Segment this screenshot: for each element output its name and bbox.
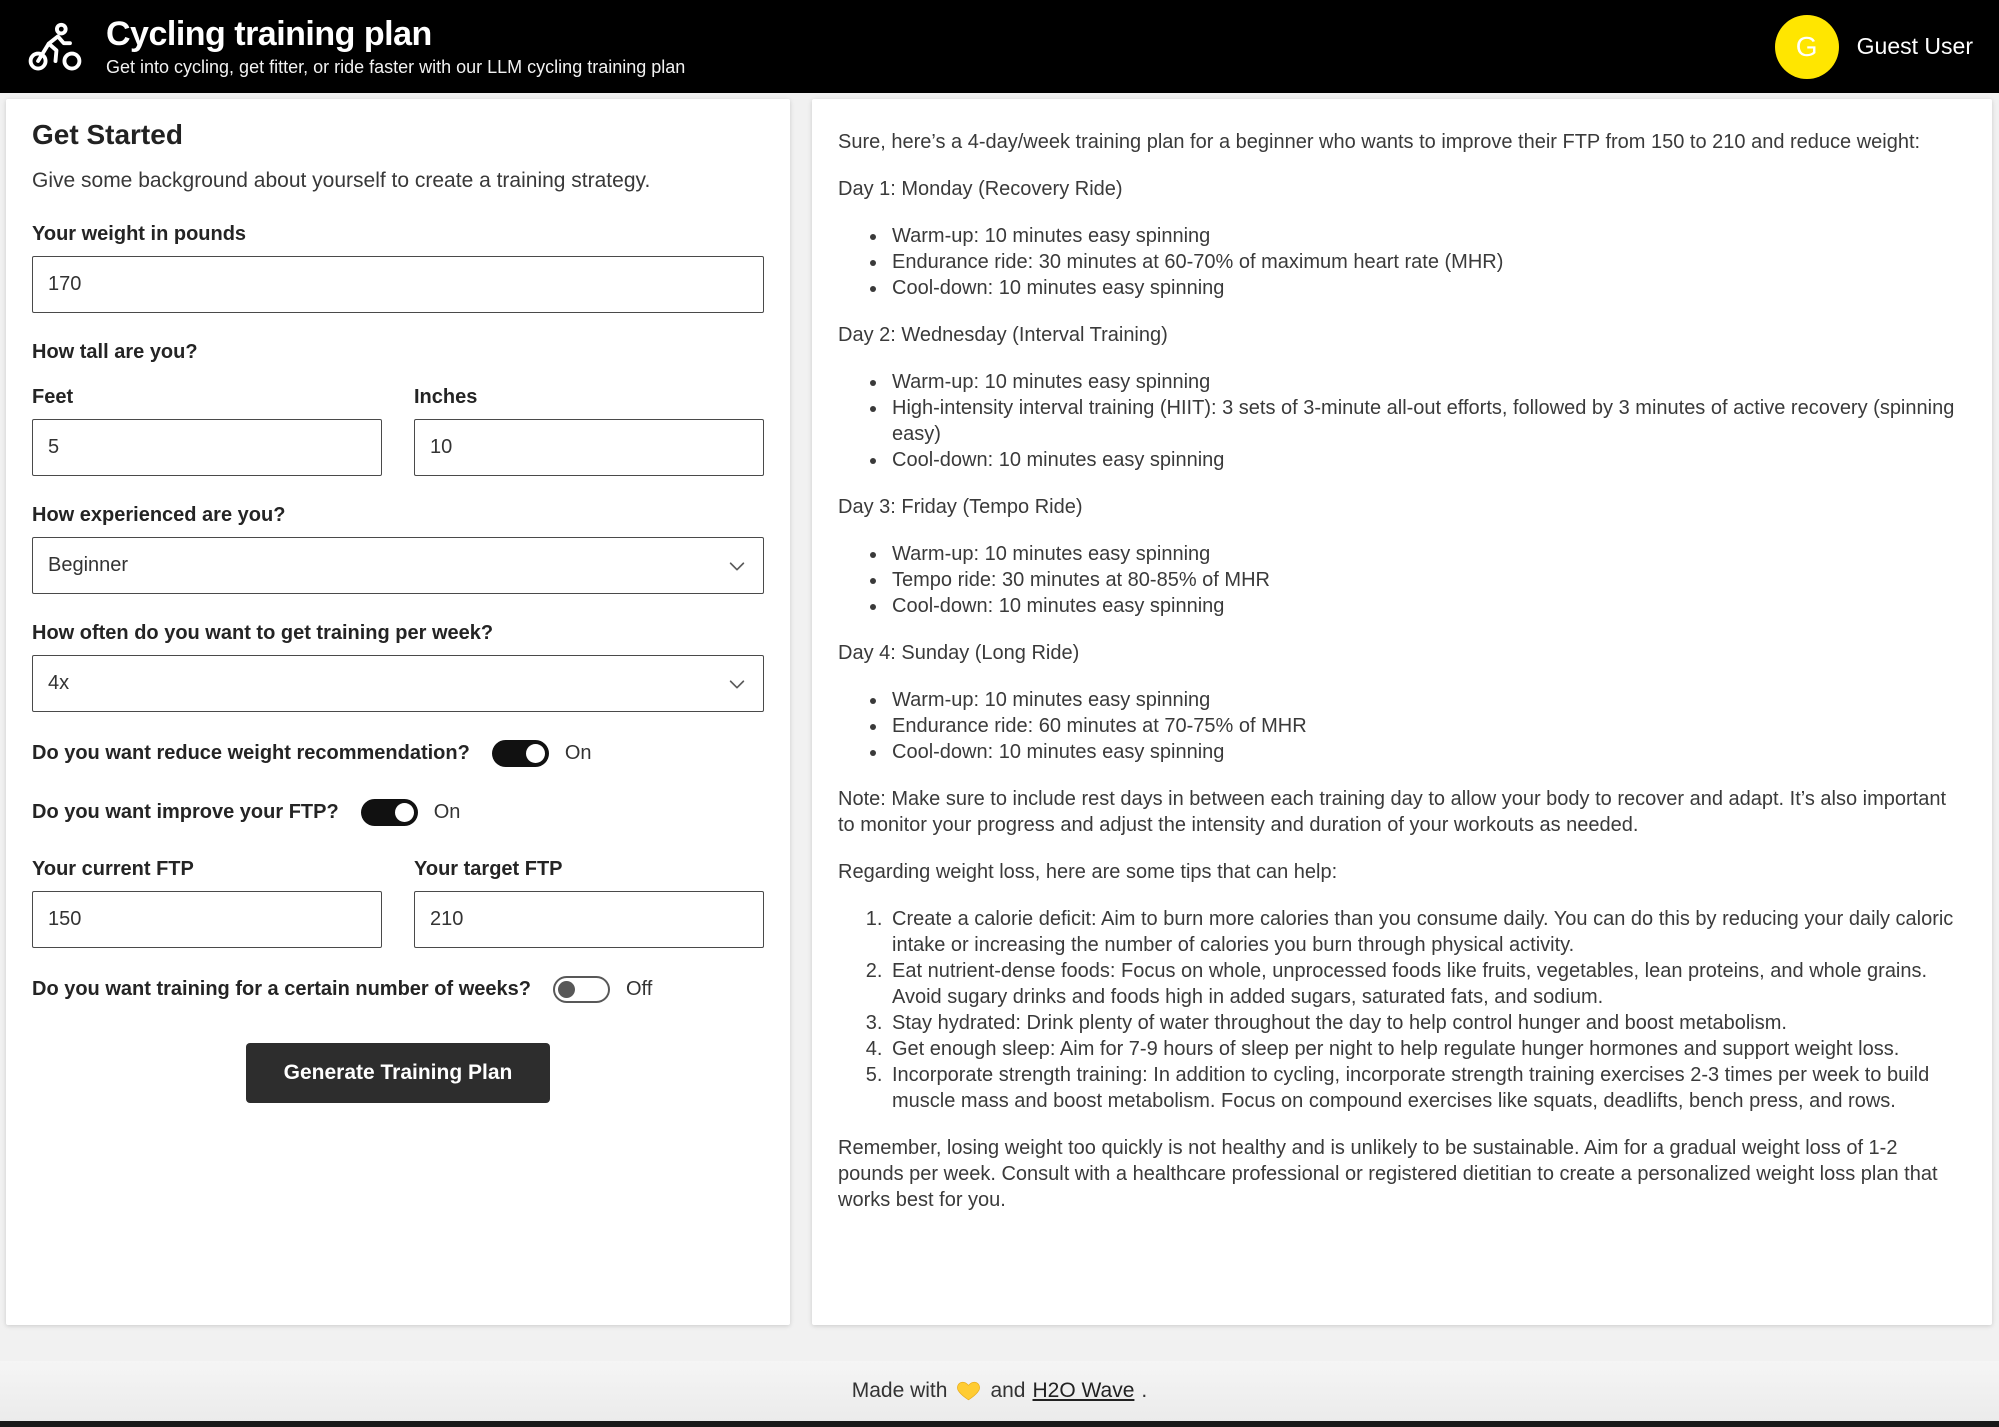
toggle-knob xyxy=(558,981,575,998)
improve-ftp-toggle-state: On xyxy=(433,801,461,823)
footer-middle: and xyxy=(990,1378,1026,1402)
plan-day-heading: Day 3: Friday (Tempo Ride) xyxy=(838,496,1083,518)
plan-bullet-item: • Warm-up: 10 minutes easy spinning xyxy=(888,541,1966,567)
plan-bullet-item: • Warm-up: 10 minutes easy spinning xyxy=(888,369,1966,395)
feet-label: Feet xyxy=(32,386,74,408)
bottom-edge-strip xyxy=(0,1421,1999,1427)
tip-item: 3. Stay hydrated: Drink plenty of water throughout the day to help control hunger and boost metabolism. xyxy=(888,1010,1966,1036)
experience-select[interactable] xyxy=(32,537,764,594)
experience-selected-value: Beginner xyxy=(48,554,129,576)
plan-bullet-item: • Tempo ride: 30 minutes at 80-85% of MHR xyxy=(888,567,1966,593)
toggle-knob xyxy=(526,744,545,763)
ftp-fields xyxy=(32,858,764,948)
plan-bullet-item: • Cool-down: 10 minutes easy spinning xyxy=(888,739,1966,765)
training-plan-card xyxy=(812,99,1992,1325)
improve-ftp-toggle-row xyxy=(32,799,764,826)
avatar[interactable]: G xyxy=(1775,15,1839,79)
reduce-weight-toggle[interactable] xyxy=(492,740,549,767)
current-ftp-label: Your current FTP xyxy=(32,858,194,880)
plan-day-list xyxy=(838,369,1966,473)
tip-item: 4. Get enough sleep: Aim for 7-9 hours of sleep per night to help regulate hunger hormones and support weight loss. xyxy=(888,1036,1966,1062)
reduce-weight-toggle-label: Do you want reduce weight recommendation? xyxy=(32,742,470,764)
generate-training-plan-button[interactable]: Generate Training Plan xyxy=(246,1043,551,1103)
plan-bullet-item: • Endurance ride: 30 minutes at 60-70% of maximum heart rate (MHR) xyxy=(888,249,1966,275)
reduce-weight-toggle-row xyxy=(32,740,764,767)
form-title: Get Started xyxy=(32,119,183,150)
reduce-weight-toggle-state: On xyxy=(564,742,592,764)
plan-bullet-item: • Cool-down: 10 minutes easy spinning xyxy=(888,593,1966,619)
plan-day-heading: Day 2: Wednesday (Interval Training) xyxy=(838,324,1168,346)
yellow-heart-icon xyxy=(956,1378,981,1403)
experience-label: How experienced are you? xyxy=(32,504,286,526)
plan-intro: Sure, here’s a 4-day/week training plan for a beginner who wants to improve their FTP from 150 to 210 and reduce weight: xyxy=(838,131,1921,153)
plan-tips-intro: Regarding weight loss, here are some tips that can help: xyxy=(838,861,1338,883)
footer-text xyxy=(852,1378,1148,1403)
plan-note: Note: Make sure to include rest days in between each training day to allow your body to recover and adapt. It’s also important to monitor your progress and adjust the intensity and duration of your workouts as needed. xyxy=(838,788,1947,836)
target-ftp-label: Your target FTP xyxy=(414,858,563,880)
inches-field xyxy=(414,386,764,476)
inches-input[interactable] xyxy=(414,419,764,476)
plan-tips-list xyxy=(838,906,1966,1114)
feet-input[interactable] xyxy=(32,419,382,476)
page-footer xyxy=(0,1361,1999,1422)
improve-ftp-toggle-label: Do you want improve your FTP? xyxy=(32,801,339,823)
height-fields xyxy=(32,386,764,476)
feet-field xyxy=(32,386,382,476)
plan-bullet-item: • Warm-up: 10 minutes easy spinning xyxy=(888,223,1966,249)
weight-field xyxy=(32,223,764,313)
footer-prefix: Made with xyxy=(851,1378,948,1402)
current-ftp-field xyxy=(32,858,382,948)
experience-field xyxy=(32,504,764,594)
main-content xyxy=(0,93,1999,1361)
app-subtitle: Get into cycling, get fitter, or ride faster with our LLM cycling training plan xyxy=(106,57,686,78)
footer-suffix: . xyxy=(1141,1378,1148,1402)
header-titles xyxy=(106,15,1775,78)
chevron-down-icon xyxy=(726,555,748,577)
plan-outro: Remember, losing weight too quickly is not healthy and is unlikely to be sustainable. Aim for a gradual weight loss of 1-2 pounds per week. Consult with a healthcare professional or registered dietitian to create a personalized weight loss plan that works best for you. xyxy=(838,1137,1938,1211)
chevron-down-icon xyxy=(726,673,748,695)
weight-label: Your weight in pounds xyxy=(32,223,247,245)
plan-day-heading: Day 1: Monday (Recovery Ride) xyxy=(838,178,1123,200)
plan-bullet-item: • Warm-up: 10 minutes easy spinning xyxy=(888,687,1966,713)
tip-item: 5. Incorporate strength training: In addition to cycling, incorporate strength training exercises 2-3 times per week to build muscle mass and boost metabolism. Focus on compound exercises like squats, deadlifts, bench press, and rows. xyxy=(888,1062,1966,1114)
height-question-label: How tall are you? xyxy=(32,341,198,363)
frequency-selected-value: 4x xyxy=(48,672,70,694)
tip-item: 2. Eat nutrient-dense foods: Focus on whole, unprocessed foods like fruits, vegetables, lean proteins, and whole grains. Avoid sugary drinks and foods high in added sugars, saturated fats, and sodium. xyxy=(888,958,1966,1010)
plan-bullet-item: • Cool-down: 10 minutes easy spinning xyxy=(888,275,1966,301)
plan-day-heading: Day 4: Sunday (Long Ride) xyxy=(838,642,1080,664)
plan-bullet-item: • Endurance ride: 60 minutes at 70-75% of MHR xyxy=(888,713,1966,739)
target-ftp-field xyxy=(414,858,764,948)
tip-item: 1. Create a calorie deficit: Aim to burn more calories than you consume daily. You can do this by reducing your daily caloric intake or increasing the number of calories you burn through physical activity. xyxy=(888,906,1966,958)
plan-day-list xyxy=(838,541,1966,619)
cyclist-icon xyxy=(26,18,84,76)
app-title: Cycling training plan xyxy=(106,14,432,53)
inches-label: Inches xyxy=(414,386,478,408)
weeks-toggle[interactable] xyxy=(553,976,610,1003)
plan-bullet-item: • Cool-down: 10 minutes easy spinning xyxy=(888,447,1966,473)
plan-day-list xyxy=(838,223,1966,301)
app-header xyxy=(0,0,1999,93)
user-name: Guest User xyxy=(1856,33,1973,59)
frequency-field xyxy=(32,622,764,712)
frequency-select[interactable] xyxy=(32,655,764,712)
frequency-label: How often do you want to get training per week? xyxy=(32,622,494,644)
toggle-knob xyxy=(395,803,414,822)
weeks-toggle-state: Off xyxy=(625,978,653,1000)
submit-row xyxy=(32,1043,764,1103)
weight-input[interactable] xyxy=(32,256,764,313)
current-ftp-input[interactable] xyxy=(32,891,382,948)
improve-ftp-toggle[interactable] xyxy=(361,799,418,826)
weeks-toggle-row xyxy=(32,976,764,1003)
h2o-wave-link[interactable]: H2O Wave xyxy=(1032,1378,1135,1402)
target-ftp-input[interactable] xyxy=(414,891,764,948)
weeks-toggle-label: Do you want training for a certain number of weeks? xyxy=(32,978,531,1000)
form-description: Give some background about yourself to create a training strategy. xyxy=(32,169,651,192)
get-started-form-card xyxy=(6,99,790,1325)
user-menu[interactable] xyxy=(1775,15,1973,79)
plan-bullet-item: • High-intensity interval training (HIIT): 3 sets of 3-minute all-out efforts, followed by 3 minutes of active recovery (spinning easy) xyxy=(888,395,1966,447)
plan-day-list xyxy=(838,687,1966,765)
